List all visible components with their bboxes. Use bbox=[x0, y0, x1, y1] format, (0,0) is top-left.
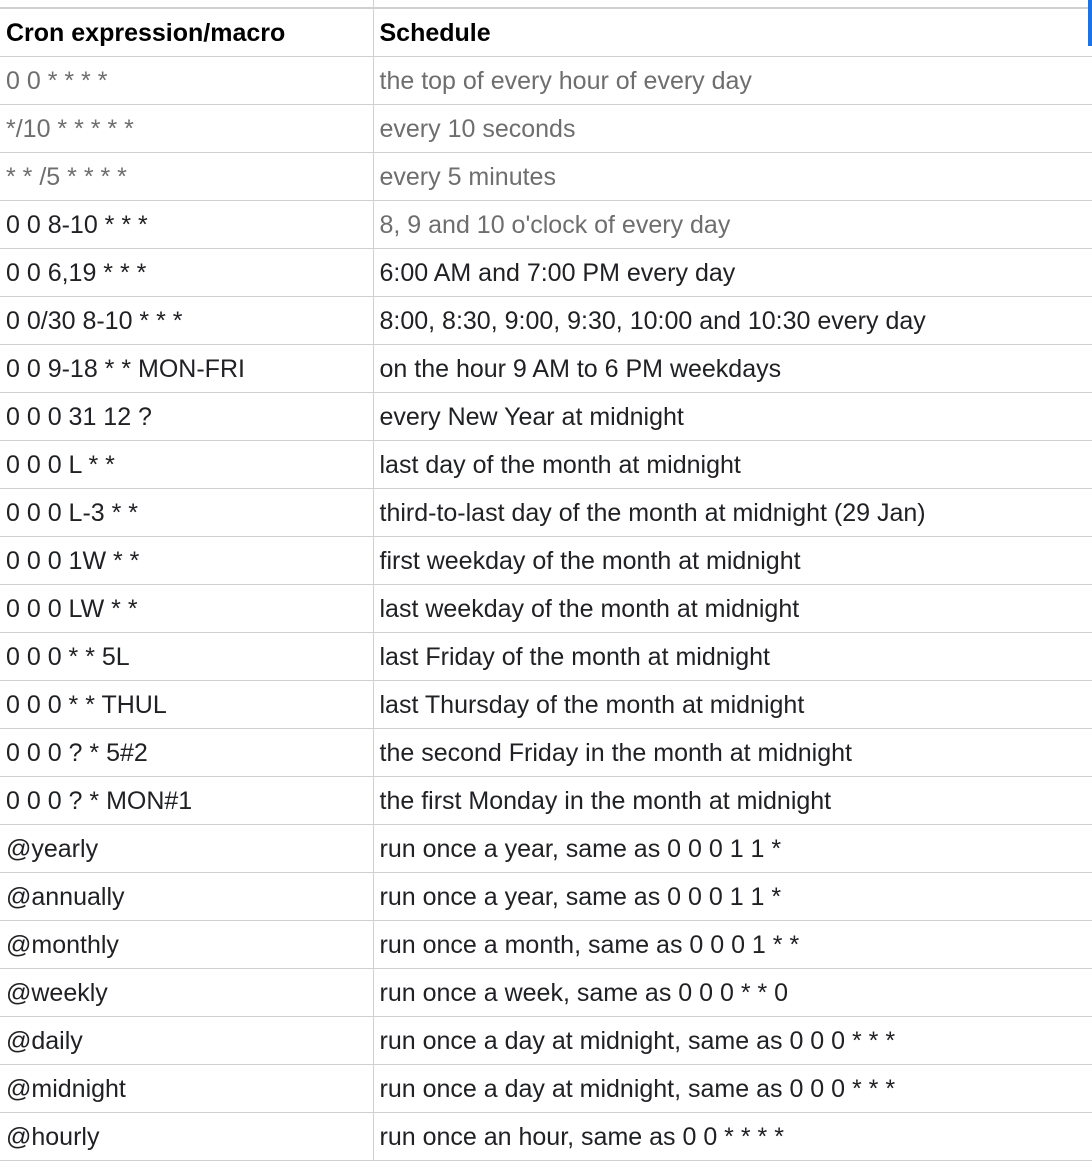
cell-cron-expression: 0 0 0 * * 5L bbox=[0, 633, 373, 681]
table-row bbox=[0, 1017, 1092, 1065]
cell-cron-expression: @monthly bbox=[0, 921, 373, 969]
cell-cron-expression: 0 0 * * * * bbox=[0, 57, 373, 105]
cell-schedule: the second Friday in the month at midnight bbox=[373, 729, 1092, 777]
cell-schedule: last weekday of the month at midnight bbox=[373, 585, 1092, 633]
cell-schedule: last Friday of the month at midnight bbox=[373, 633, 1092, 681]
cell-cron-expression: @daily bbox=[0, 1017, 373, 1065]
cell-schedule: run once an hour, same as 0 0 * * * * bbox=[373, 1113, 1092, 1161]
table-row bbox=[0, 297, 1092, 345]
table-row bbox=[0, 57, 1092, 105]
table-row bbox=[0, 1065, 1092, 1113]
cell-cron-expression: @yearly bbox=[0, 825, 373, 873]
table-row bbox=[0, 969, 1092, 1017]
cell-cron-expression: 0 0 0 L-3 * * bbox=[0, 489, 373, 537]
table-row bbox=[0, 393, 1092, 441]
table-row bbox=[0, 729, 1092, 777]
cell-cron-expression: 0 0 9-18 * * MON-FRI bbox=[0, 345, 373, 393]
cell-schedule: every 5 minutes bbox=[373, 153, 1092, 201]
cell-cron-expression: * * /5 * * * * bbox=[0, 153, 373, 201]
table-row bbox=[0, 105, 1092, 153]
cell-schedule: run once a day at midnight, same as 0 0 0 * * * bbox=[373, 1065, 1092, 1113]
table-row bbox=[0, 489, 1092, 537]
table-row bbox=[0, 153, 1092, 201]
cell-cron-expression: 0 0 0 ? * 5#2 bbox=[0, 729, 373, 777]
cell-cron-expression: 0 0 0 L * * bbox=[0, 441, 373, 489]
cell-cron-expression: @annually bbox=[0, 873, 373, 921]
cell-cron-expression: */10 * * * * * bbox=[0, 105, 373, 153]
cell-schedule: the first Monday in the month at midnight bbox=[373, 777, 1092, 825]
cell-cron-expression: @hourly bbox=[0, 1113, 373, 1161]
cell-schedule: run once a year, same as 0 0 0 1 1 * bbox=[373, 825, 1092, 873]
table-row bbox=[0, 441, 1092, 489]
cell-schedule: on the hour 9 AM to 6 PM weekdays bbox=[373, 345, 1092, 393]
cell-schedule: 6:00 AM and 7:00 PM every day bbox=[373, 249, 1092, 297]
cron-expression-table bbox=[0, 8, 1092, 1161]
cell-cron-expression: @weekly bbox=[0, 969, 373, 1017]
cell-schedule: third-to-last day of the month at midnight (29 Jan) bbox=[373, 489, 1092, 537]
table-row bbox=[0, 1113, 1092, 1161]
table-header-row bbox=[0, 9, 1092, 57]
cell-cron-expression: 0 0 0 1W * * bbox=[0, 537, 373, 585]
cell-cron-expression: 0 0/30 8-10 * * * bbox=[0, 297, 373, 345]
cell-schedule: run once a week, same as 0 0 0 * * 0 bbox=[373, 969, 1092, 1017]
scrollbar-accent[interactable] bbox=[1088, 0, 1092, 46]
cell-schedule: every New Year at midnight bbox=[373, 393, 1092, 441]
cell-cron-expression: 0 0 0 31 12 ? bbox=[0, 393, 373, 441]
table-row bbox=[0, 585, 1092, 633]
column-header-cron-expression: Cron expression/macro bbox=[0, 9, 373, 57]
cell-schedule: last day of the month at midnight bbox=[373, 441, 1092, 489]
cell-cron-expression: 0 0 0 LW * * bbox=[0, 585, 373, 633]
cell-schedule: 8, 9 and 10 o'clock of every day bbox=[373, 201, 1092, 249]
table-row bbox=[0, 777, 1092, 825]
cell-schedule: run once a month, same as 0 0 0 1 * * bbox=[373, 921, 1092, 969]
table-row bbox=[0, 921, 1092, 969]
table-top-strip bbox=[0, 0, 1092, 8]
cell-schedule: every 10 seconds bbox=[373, 105, 1092, 153]
cell-schedule: run once a day at midnight, same as 0 0 0 * * * bbox=[373, 1017, 1092, 1065]
cell-schedule: 8:00, 8:30, 9:00, 9:30, 10:00 and 10:30 every day bbox=[373, 297, 1092, 345]
cell-cron-expression: 0 0 0 ? * MON#1 bbox=[0, 777, 373, 825]
cell-schedule: run once a year, same as 0 0 0 1 1 * bbox=[373, 873, 1092, 921]
table-row bbox=[0, 681, 1092, 729]
cell-cron-expression: @midnight bbox=[0, 1065, 373, 1113]
table-row bbox=[0, 201, 1092, 249]
table-row bbox=[0, 249, 1092, 297]
cell-schedule: last Thursday of the month at midnight bbox=[373, 681, 1092, 729]
cell-cron-expression: 0 0 8-10 * * * bbox=[0, 201, 373, 249]
table-row bbox=[0, 873, 1092, 921]
cell-cron-expression: 0 0 0 * * THUL bbox=[0, 681, 373, 729]
cell-cron-expression: 0 0 6,19 * * * bbox=[0, 249, 373, 297]
table-header bbox=[0, 9, 1092, 57]
column-header-schedule: Schedule bbox=[373, 9, 1092, 57]
column-divider bbox=[373, 0, 374, 7]
table-row bbox=[0, 825, 1092, 873]
table-row bbox=[0, 345, 1092, 393]
table-body bbox=[0, 57, 1092, 1161]
cell-schedule: first weekday of the month at midnight bbox=[373, 537, 1092, 585]
table-row bbox=[0, 537, 1092, 585]
cell-schedule: the top of every hour of every day bbox=[373, 57, 1092, 105]
table-row bbox=[0, 633, 1092, 681]
